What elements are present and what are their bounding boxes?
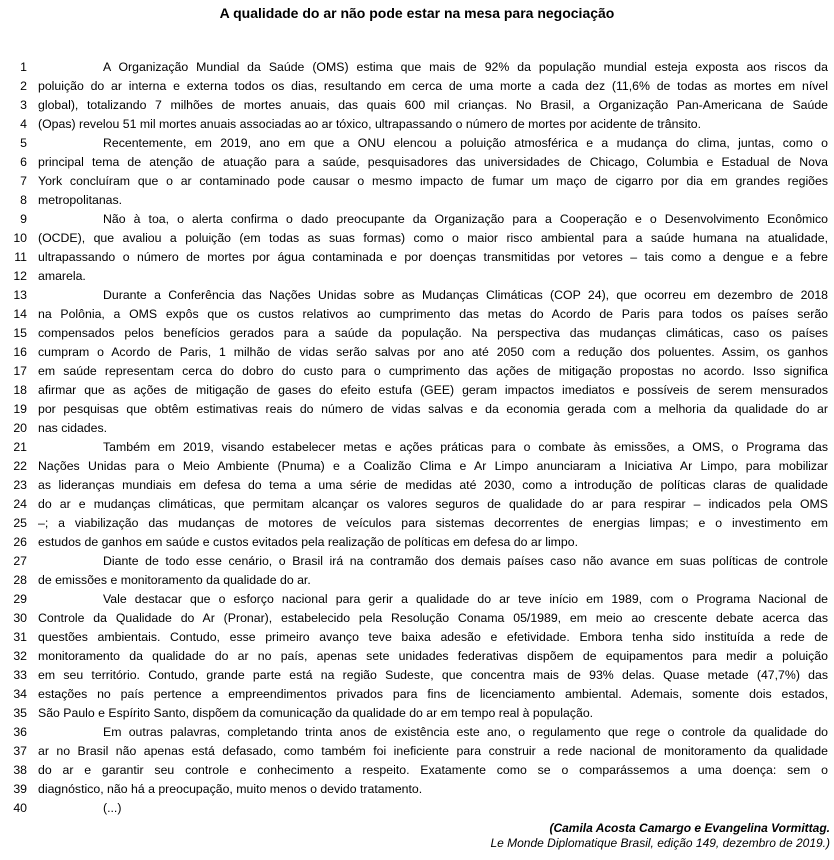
text-line <box>0 647 828 666</box>
line-number: 3 <box>20 98 27 112</box>
text-line <box>0 400 828 419</box>
line-number: 1 <box>20 60 27 74</box>
credits <box>490 821 830 851</box>
passage-body <box>0 58 828 818</box>
text-line <box>0 248 828 267</box>
line-number: 6 <box>20 155 27 169</box>
text-line <box>0 419 828 438</box>
line-text: (OCDE), que avaliou a poluição (em todas as suas formas) como o maior risco ambiental para a saúde humana na atualidade, <box>38 231 828 245</box>
text-line <box>0 381 828 400</box>
line-text: Em outras palavras, completando trinta anos de existência este ano, o regulamento que rege o controle da qualidade do <box>103 725 828 739</box>
line-text: Não à toa, o alerta confirma o dado preocupante da Organização para a Cooperação e o Desenvolvimento Econômico <box>103 212 828 226</box>
line-text: em saúde representam cerca do dobro do custo para o cumprimento das ações de mitigação propostas no acordo. Isso significa <box>38 364 828 378</box>
text-line <box>0 343 828 362</box>
line-number: 18 <box>13 383 27 397</box>
line-text: ar no Brasil não apenas está defasado, como também foi ineficiente para construir a rede nacional de monitoramento da qualidade <box>38 744 828 758</box>
line-number: 4 <box>20 117 27 131</box>
text-line <box>0 552 828 571</box>
text-line <box>0 723 828 742</box>
line-number: 35 <box>13 706 27 720</box>
line-number: 15 <box>13 326 27 340</box>
line-number: 9 <box>20 212 27 226</box>
line-text: do ar e garantir seu controle e conhecimento a respeito. Exatamente como se o comparássemos a uma doença: sem o <box>38 763 828 777</box>
line-number: 10 <box>13 231 27 245</box>
line-text: Nações Unidas para o Meio Ambiente (Pnuma) e a Coalizão Clima e Ar Limpo anunciaram a Iniciativa Ar Limpo, para mobilizar <box>38 459 828 473</box>
text-line <box>0 58 828 77</box>
line-text: em seu território. Contudo, grande parte está na região Sudeste, que concentra mais de 93% delas. Quase metade (47,7%) das <box>38 668 828 682</box>
line-number: 32 <box>13 649 27 663</box>
text-line <box>0 115 828 134</box>
line-number: 30 <box>13 611 27 625</box>
line-number: 36 <box>13 725 27 739</box>
line-text: poluição do ar interna e externa todos os dias, resultando em cerca de uma morte a cada dez (11,6% de todas as mortes em nível <box>38 79 828 93</box>
credits-authors: (Camila Acosta Camargo e Evangelina Vormittag. <box>549 821 830 835</box>
line-text: ultrapassando o número de mortes por água contaminada e por doenças transmitidas por vetores – tais como a dengue e a febre <box>38 250 828 264</box>
text-line <box>0 438 828 457</box>
text-line <box>0 761 828 780</box>
line-number: 20 <box>13 421 27 435</box>
line-number: 28 <box>13 573 27 587</box>
text-line <box>0 77 828 96</box>
text-line <box>0 476 828 495</box>
line-number: 11 <box>14 250 27 264</box>
line-number: 37 <box>13 744 27 758</box>
text-line <box>0 96 828 115</box>
text-line <box>0 457 828 476</box>
text-line <box>0 590 828 609</box>
line-text: de emissões e monitoramento da qualidade do ar. <box>38 573 311 587</box>
text-line <box>0 780 828 799</box>
line-text: amarela. <box>38 269 86 283</box>
text-line <box>0 571 828 590</box>
text-line <box>0 134 828 153</box>
line-number: 27 <box>13 554 27 568</box>
line-number: 33 <box>13 668 27 682</box>
line-text: na Polônia, a OMS expôs que os custos relativos ao cumprimento das metas do Acordo de Paris para todos os países serão <box>38 307 828 321</box>
line-text: (Opas) revelou 51 mil mortes anuais associadas ao ar tóxico, ultrapassando o número de mortes por acidente de trânsito. <box>38 117 702 131</box>
line-number: 39 <box>13 782 27 796</box>
line-number: 13 <box>13 288 27 302</box>
line-number: 34 <box>13 687 27 701</box>
line-text: Também em 2019, visando estabelecer metas e ações práticas para o combate às emissões, a OMS, o Programa das <box>103 440 828 454</box>
text-line <box>0 514 828 533</box>
credits-source: Le Monde Diplomatique Brasil, edição 149, dezembro de 2019.) <box>490 836 830 850</box>
line-number: 2 <box>20 79 27 93</box>
text-line <box>0 533 828 552</box>
line-text: nas cidades. <box>38 421 108 435</box>
line-number: 23 <box>13 478 27 492</box>
line-text: Recentemente, em 2019, ano em que a ONU elencou a poluição atmosférica e a mudança do clima, juntas, como o <box>103 136 828 150</box>
line-text: do ar e mudanças climáticas, que permitam alcançar os valores seguros de qualidade do ar para respirar – indicados pela OMS <box>38 497 828 511</box>
line-number: 24 <box>13 497 27 511</box>
text-line <box>0 704 828 723</box>
line-text: diagnóstico, não há a preocupação, muito menos o devido tratamento. <box>38 782 423 796</box>
line-text: questões ambientais. Contudo, esse primeiro avanço teve baixa adesão e efetividade. Embora tenha sido instituída a rede de <box>38 630 828 644</box>
line-number: 21 <box>13 440 27 454</box>
line-text: (...) <box>103 801 122 815</box>
text-line <box>0 267 828 286</box>
line-text: metropolitanas. <box>38 193 123 207</box>
line-text: compensados pelos benefícios gerados para a saúde da população. Na perspectiva das mudanças climáticas, caso os países <box>38 326 828 340</box>
line-number: 22 <box>13 459 27 473</box>
line-number: 8 <box>20 193 27 207</box>
line-number: 5 <box>20 136 27 150</box>
line-text: as lideranças mundiais em defesa do tema a uma série de medidas até 2030, como a introdução de políticas claras de qualidade <box>38 478 828 492</box>
text-line <box>0 172 828 191</box>
line-number: 38 <box>13 763 27 777</box>
line-text: global), totalizando 7 milhões de mortes anuais, das quais 600 mil crianças. No Brasil, a Organização Pan-Americana de Saúde <box>38 98 828 112</box>
text-line <box>0 153 828 172</box>
text-line <box>0 324 828 343</box>
line-text: estações no país pertence a empreendimentos privados para fins de licenciamento ambiental. Ademais, somente dois estados, <box>38 687 828 701</box>
line-number: 7 <box>20 174 27 188</box>
text-line <box>0 628 828 647</box>
text-line <box>0 742 828 761</box>
line-text: estudos de ganhos em saúde e custos evitados pela realização de políticas em defesa do ar limpo. <box>38 535 579 549</box>
line-number: 29 <box>13 592 27 606</box>
text-line <box>0 799 828 818</box>
page-title: A qualidade do ar não pode estar na mesa para negociação <box>219 5 615 21</box>
line-text: afirmar que as ações de mitigação de gases do efeito estufa (GEE) geram impactos imediatos e possíveis de serem mensurados <box>38 383 828 397</box>
text-line <box>0 666 828 685</box>
line-text: Vale destacar que o esforço nacional para gerir a qualidade do ar teve início em 1989, com o Programa Nacional de <box>103 592 828 606</box>
line-text: Controle da Qualidade do Ar (Pronar), estabelecido pela Resolução Conama 05/1989, em meio ao crescente debate acerca das <box>38 611 828 625</box>
line-text: principal tema de atenção de atuação para a saúde, pesquisadores das universidades de Chicago, Columbia e Estadual de Nova <box>38 155 828 169</box>
line-text: –; a viabilização das mudanças de motores de veículos para sistemas decorrentes de energias limpas; e o investimento em <box>38 516 828 530</box>
line-text: York concluíram que o ar contaminado pode causar o mesmo impacto de fumar um maço de cigarro por dia em grandes regiões <box>38 174 828 188</box>
text-line <box>0 210 828 229</box>
line-number: 26 <box>13 535 27 549</box>
line-number: 16 <box>13 345 27 359</box>
text-line <box>0 685 828 704</box>
line-text: Durante a Conferência das Nações Unidas sobre as Mudanças Climáticas (COP 24), que ocorreu em dezembro de 2018 <box>103 288 828 302</box>
line-number: 19 <box>13 402 27 416</box>
text-line <box>0 362 828 381</box>
line-text: cumpram o Acordo de Paris, 1 milhão de vidas serão salvas por ano até 2050 com a redução dos poluentes. Assim, os ganhos <box>38 345 828 359</box>
line-number: 17 <box>13 364 27 378</box>
line-text: São Paulo e Espírito Santo, dispõem da comunicação da qualidade do ar em tempo real à população. <box>38 706 594 720</box>
line-text: monitoramento da qualidade do ar no país, apenas sete unidades federativas dispõem de equipamentos para medir a poluição <box>38 649 828 663</box>
line-text: por pesquisas que obtêm estimativas reais do número de vidas salvas e da economia gerada com a melhoria da qualidade do ar <box>38 402 828 416</box>
text-line <box>0 495 828 514</box>
line-number: 14 <box>13 307 27 321</box>
text-line <box>0 229 828 248</box>
text-line <box>0 191 828 210</box>
text-line <box>0 305 828 324</box>
line-number: 12 <box>13 269 27 283</box>
text-line <box>0 286 828 305</box>
line-text: Diante de todo esse cenário, o Brasil irá na contramão dos demais países caso não avance em suas políticas de controle <box>103 554 828 568</box>
line-text: A Organização Mundial da Saúde (OMS) estima que mais de 92% da população mundial esteja exposta aos riscos da <box>103 60 828 74</box>
line-number: 40 <box>13 801 27 815</box>
line-number: 25 <box>13 516 27 530</box>
text-line <box>0 609 828 628</box>
line-number: 31 <box>13 630 27 644</box>
